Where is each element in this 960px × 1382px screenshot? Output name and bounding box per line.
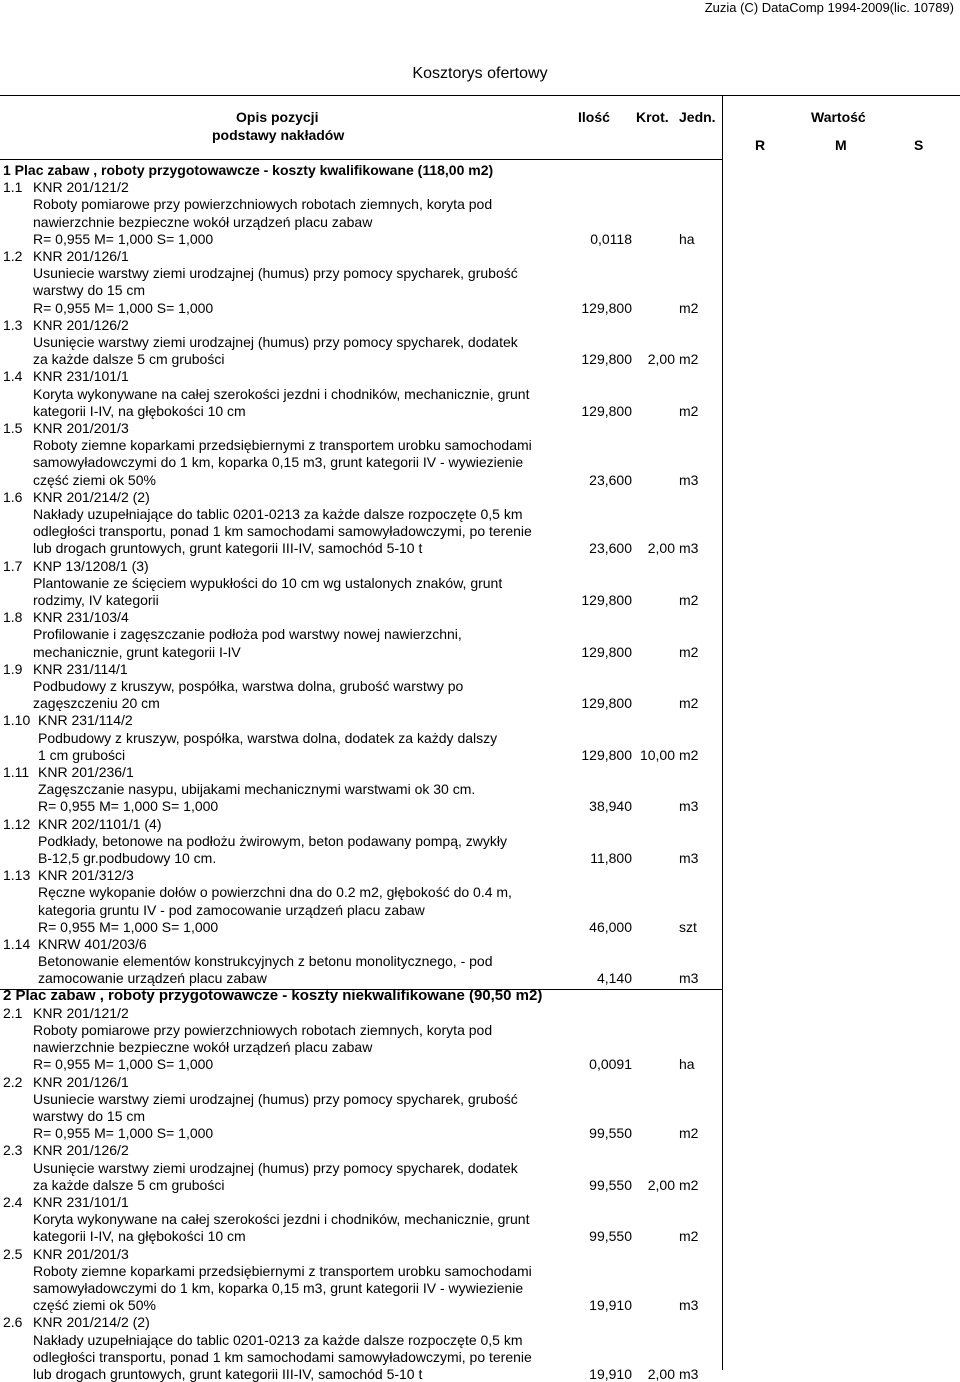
- item-unit: m2: [679, 299, 699, 316]
- item-description-line: Plantowanie ze ścięciem wypukłości do 10 cm wg ustalonych znaków, grunt: [33, 574, 503, 591]
- item-quantity: 129,800: [581, 299, 632, 316]
- item-number: 1.11: [3, 764, 30, 780]
- item-quantity: 23,600: [589, 471, 632, 488]
- item-code: KNR 201/236/1: [38, 764, 134, 780]
- item-description-line: Roboty pomiarowe przy powierzchniowych robotach ziemnych, koryta pod: [33, 196, 493, 213]
- item-description-line: rodzimy, IV kategorii: [33, 592, 159, 608]
- item-description-line: samowyładowczymi do 1 km, koparka 0,15 m3, grunt kategorii IV - wywiezienie: [33, 1280, 524, 1296]
- item-unit: m2: [679, 643, 699, 660]
- value-column-divider: [722, 95, 723, 1370]
- item-number: 2.1: [3, 1004, 23, 1021]
- item-number: 2.5: [3, 1245, 23, 1262]
- item-description-line: część ziemi ok 50%: [33, 471, 156, 488]
- col-header-wartosc: Wartość: [811, 109, 866, 125]
- item-number: 2.4: [3, 1194, 23, 1210]
- item-code: KNR 201/214/2 (2): [33, 488, 150, 505]
- item-code: KNR 201/126/1: [33, 248, 129, 264]
- item-number: 1.3: [3, 316, 23, 333]
- item-description-line: R= 0,955 M= 1,000 S= 1,000: [38, 918, 219, 935]
- item-number: 1.10: [3, 712, 31, 729]
- item-unit: m2: [679, 592, 699, 608]
- item-multiplier: 2,00: [647, 1366, 675, 1382]
- section-title: 2 Plac zabaw , roboty przygotowawcze - koszty niekwalifikowane (90,50 m2): [3, 986, 543, 1004]
- item-multiplier: 2,00: [647, 540, 675, 557]
- item-unit: m3: [679, 540, 699, 557]
- item-number: 1.1: [3, 179, 23, 196]
- item-unit: m2: [679, 351, 699, 368]
- item-description-line: kategoria gruntu IV - pod zamocowanie urządzeń placu zabaw: [38, 901, 425, 918]
- item-unit: ha: [679, 230, 695, 247]
- item-quantity: 99,550: [589, 1228, 632, 1245]
- item-number: 1.8: [3, 609, 23, 626]
- item-description-line: Roboty ziemne koparkami przedsiębiernymi z transportem urobku samochodami: [33, 1262, 532, 1279]
- item-description-line: Roboty ziemne koparkami przedsiębiernymi z transportem urobku samochodami: [33, 437, 532, 454]
- item-unit: m2: [679, 1228, 699, 1245]
- item-multiplier: 10,00: [639, 746, 675, 763]
- item-code: KNRW 401/203/6: [38, 936, 147, 952]
- item-description-line: Podbudowy z kruszyw, pospółka, warstwa dolna, grubość warstwy po: [33, 678, 464, 694]
- item-quantity: 129,800: [581, 746, 632, 763]
- item-number: 1.5: [3, 420, 23, 436]
- item-number: 2.6: [3, 1314, 23, 1331]
- item-description-line: za każde dalsze 5 cm grubości: [33, 1176, 225, 1193]
- item-number: 2.2: [3, 1073, 23, 1090]
- item-quantity: 129,800: [581, 643, 632, 660]
- item-description-line: za każde dalsze 5 cm grubości: [33, 351, 225, 368]
- item-description-line: lub drogach gruntowych, grunt kategorii III-IV, samochód 5-10 t: [33, 1366, 423, 1382]
- item-description-line: R= 0,955 M= 1,000 S= 1,000: [33, 1056, 214, 1073]
- col-header-podstawy: podstawy nakładów: [212, 127, 345, 143]
- item-quantity: 19,910: [589, 1297, 632, 1314]
- item-description-line: Podkłady, betonowe na podłożu żwirowym, beton podawany pompą, zwykły: [38, 832, 507, 849]
- item-description-line: nawierzchnie bezpieczne wokół urządzeń placu zabaw: [33, 213, 373, 230]
- item-description-line: R= 0,955 M= 1,000 S= 1,000: [33, 299, 214, 316]
- section-title: 1 Plac zabaw , roboty przygotowawcze - koszty kwalifikowane (118,00 m2): [3, 162, 494, 178]
- item-code: KNR 231/103/4: [33, 609, 129, 626]
- item-description-line: lub drogach gruntowych, grunt kategorii III-IV, samochód 5-10 t: [33, 540, 423, 557]
- item-code: KNR 231/101/1: [33, 368, 129, 385]
- item-description-line: odległości transportu, ponad 1 km samochodami samowyładowczymi, po terenie: [33, 523, 532, 540]
- item-quantity: 11,800: [590, 850, 632, 866]
- item-description-line: 1 cm grubości: [38, 746, 126, 763]
- item-quantity: 129,800: [581, 402, 632, 419]
- item-description-line: Usunięcie warstwy ziemi urodzajnej (humus) przy pomocy spycharek, dodatek: [33, 334, 518, 350]
- item-description-line: odległości transportu, ponad 1 km samochodami samowyładowczymi, po terenie: [33, 1348, 532, 1365]
- item-number: 1.4: [3, 368, 23, 385]
- item-code: KNR 201/201/3: [33, 1245, 129, 1262]
- item-code: KNR 231/114/1: [33, 660, 128, 677]
- col-header-jedn: Jedn.: [679, 109, 716, 125]
- item-quantity: 0,0091: [589, 1056, 632, 1073]
- item-number: 1.13: [3, 867, 31, 884]
- item-description-line: Usuniecie warstwy ziemi urodzajnej (humus) przy pomocy spycharek, grubość: [33, 265, 518, 282]
- item-description-line: Profilowanie i zagęszczanie podłoża pod warstwy nowej nawierzchni,: [33, 626, 462, 643]
- item-quantity: 99,550: [589, 1125, 632, 1142]
- page-title: Kosztorys ofertowy: [412, 65, 548, 82]
- item-description-line: kategorii I-IV, na głębokości 10 cm: [33, 402, 246, 419]
- item-description-line: B-12,5 gr.podbudowy 10 cm.: [38, 850, 217, 866]
- item-quantity: 129,800: [581, 695, 632, 712]
- item-quantity: 38,940: [589, 798, 632, 815]
- item-unit: m2: [679, 746, 699, 763]
- item-code: KNR 201/126/1: [33, 1073, 129, 1090]
- item-unit: m3: [679, 1297, 699, 1314]
- col-header-opis: Opis pozycji: [236, 109, 319, 125]
- item-code: KNR 231/114/2: [38, 712, 133, 729]
- item-description-line: Ręczne wykopanie dołów o powierzchni dna do 0.2 m2, głębokość do 0.4 m,: [38, 884, 512, 901]
- item-description-line: nawierzchnie bezpieczne wokół urządzeń placu zabaw: [33, 1039, 373, 1056]
- item-description-line: Usunięcie warstwy ziemi urodzajnej (humus) przy pomocy spycharek, dodatek: [33, 1159, 518, 1176]
- item-number: 1.12: [3, 815, 31, 832]
- item-unit: szt: [679, 918, 697, 935]
- item-code: KNR 201/201/3: [33, 420, 129, 436]
- item-unit: m2: [679, 402, 699, 419]
- item-description-line: R= 0,955 M= 1,000 S= 1,000: [33, 230, 214, 247]
- col-header-r: R: [755, 137, 766, 153]
- item-quantity: 23,600: [589, 540, 632, 557]
- item-unit: m2: [679, 1125, 699, 1142]
- item-description-line: warstwy do 15 cm: [33, 1108, 146, 1124]
- item-code: KNR 201/121/2: [33, 179, 129, 196]
- item-quantity: 129,800: [581, 592, 632, 608]
- item-code: KNR 201/214/2 (2): [33, 1314, 150, 1331]
- item-description-line: Nakłady uzupełniające do tablic 0201-0213 za każde dalsze rozpoczęte 0,5 km: [33, 506, 523, 522]
- item-unit: m2: [679, 1176, 699, 1193]
- item-description-line: samowyładowczymi do 1 km, koparka 0,15 m3, grunt kategorii IV - wywiezienie: [33, 454, 524, 471]
- item-number: 2.3: [3, 1142, 23, 1159]
- item-description-line: część ziemi ok 50%: [33, 1297, 156, 1314]
- item-multiplier: 2,00: [647, 351, 675, 368]
- item-description-line: Zagęszczanie nasypu, ubijakami mechanicznymi warstwami ok 30 cm.: [38, 781, 476, 798]
- item-code: KNP 13/1208/1 (3): [33, 557, 149, 574]
- item-unit: m3: [679, 1366, 699, 1382]
- item-description-line: R= 0,955 M= 1,000 S= 1,000: [38, 798, 219, 815]
- item-unit: m3: [679, 798, 699, 815]
- col-header-krot: Krot.: [636, 109, 669, 125]
- item-description-line: Usuniecie warstwy ziemi urodzajnej (humus) przy pomocy spycharek, grubość: [33, 1090, 518, 1107]
- item-number: 1.9: [3, 660, 23, 677]
- item-description-line: Betonowanie elementów konstrukcyjnych z betonu monolitycznego, - pod: [38, 953, 493, 970]
- item-quantity: 46,000: [589, 918, 632, 935]
- item-unit: ha: [679, 1056, 695, 1073]
- item-quantity: 0,0118: [590, 230, 632, 247]
- item-number: 1.6: [3, 488, 23, 505]
- item-quantity: 4,140: [596, 970, 632, 987]
- header-top-rule: [0, 95, 960, 96]
- item-description-line: warstwy do 15 cm: [33, 282, 146, 299]
- item-quantity: 129,800: [581, 351, 632, 368]
- item-unit: m3: [679, 850, 699, 866]
- item-description-line: Roboty pomiarowe przy powierzchniowych robotach ziemnych, koryta pod: [33, 1022, 493, 1038]
- item-number: 1.7: [3, 557, 23, 574]
- item-description-line: zamocowanie urządzeń placu zabaw: [38, 970, 267, 987]
- item-description-line: Nakłady uzupełniające do tablic 0201-0213 za każde dalsze rozpoczęte 0,5 km: [33, 1331, 523, 1348]
- copyright-text: Zuzia (C) DataComp 1994-2009(lic. 10789): [704, 0, 954, 15]
- item-unit: m2: [679, 695, 699, 712]
- item-number: 1.14: [3, 936, 31, 952]
- item-unit: m3: [679, 471, 699, 488]
- item-description-line: kategorii I-IV, na głębokości 10 cm: [33, 1228, 246, 1245]
- item-description-line: zagęszczeniu 20 cm: [33, 695, 160, 712]
- item-code: KNR 201/126/2: [33, 1142, 129, 1159]
- header-bottom-rule: [0, 159, 722, 160]
- item-code: KNR 201/121/2: [33, 1004, 129, 1021]
- item-multiplier: 2,00: [647, 1176, 675, 1193]
- item-code: KNR 231/101/1: [33, 1194, 129, 1210]
- col-header-s: S: [914, 137, 924, 153]
- item-code: KNR 201/312/3: [38, 867, 134, 884]
- item-quantity: 19,910: [589, 1366, 632, 1382]
- item-description-line: Podbudowy z kruszyw, pospółka, warstwa dolna, dodatek za każdy dalszy: [38, 729, 498, 746]
- item-code: KNR 202/1101/1 (4): [38, 815, 162, 832]
- item-quantity: 99,550: [589, 1176, 632, 1193]
- item-description-line: Koryta wykonywane na całej szerokości jezdni i chodników, mechanicznie, grunt: [33, 385, 530, 402]
- item-description-line: R= 0,955 M= 1,000 S= 1,000: [33, 1125, 214, 1142]
- col-header-ilosc: Ilość: [578, 109, 610, 125]
- item-unit: m3: [679, 970, 699, 987]
- item-code: KNR 201/126/2: [33, 316, 129, 333]
- col-header-m: M: [835, 137, 847, 153]
- item-description-line: Koryta wykonywane na całej szerokości jezdni i chodników, mechanicznie, grunt: [33, 1211, 530, 1228]
- item-number: 1.2: [3, 248, 23, 264]
- item-description-line: mechanicznie, grunt kategorii I-IV: [33, 643, 241, 660]
